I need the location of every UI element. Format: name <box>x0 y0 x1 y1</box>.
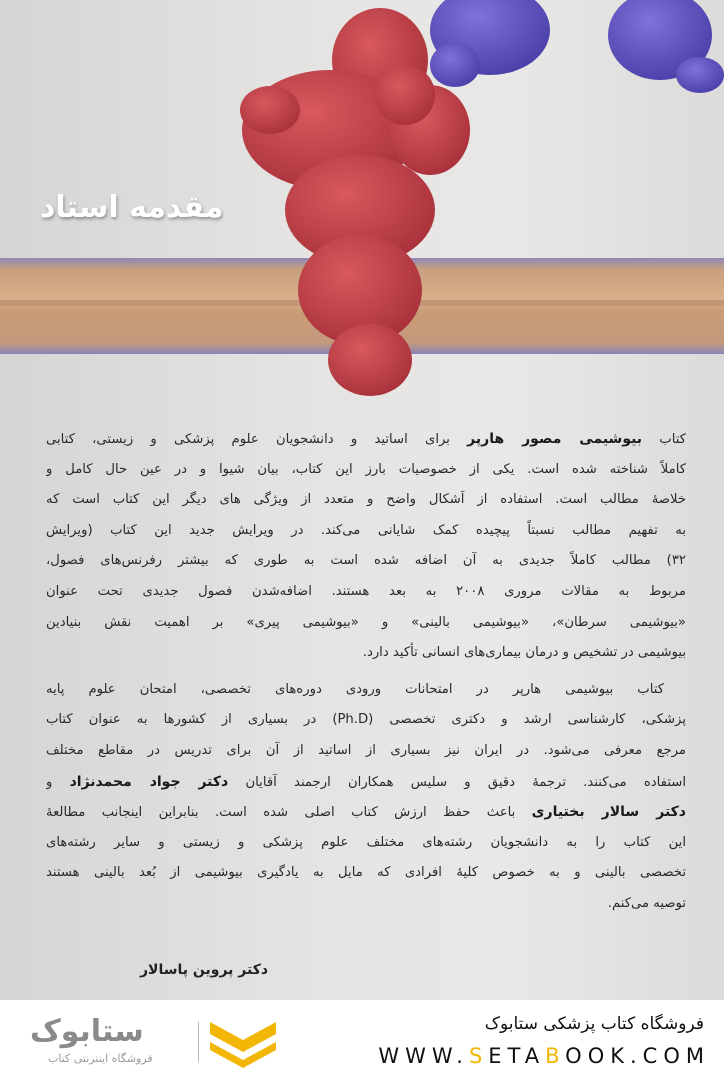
logo-divider <box>198 1022 199 1062</box>
text-segment: کتاب بیوشیمی هارپر در امتحانات ورودی دوره‌های تخصصی، امتحان علوم پایه <box>46 681 664 697</box>
text-segment: به تفهیم مطالب نسبتاً پیچیده کمک شایانی می‌کند. در ویرایش جدید این کتاب (ویرایش <box>46 522 686 538</box>
text-segment: برای اساتید و دانشجویان علوم پزشکی و زیستی، کتابی <box>46 432 468 447</box>
text-segment: «بیوشیمی سرطان»، «بیوشیمی بالینی» و «بیوشیمی پیری» بر اهمیت نقش بنیادین <box>46 614 686 630</box>
text-line <box>46 546 686 577</box>
text-segment: استفاده می‌کنند. ترجمهٔ دقیق و سلیس همکاران ارجمند آقایان <box>228 774 686 790</box>
text-segment: خلاصهٔ مطالب است. استفاده از اَشکال واضح و متعدد از ویژگی های دیگر این کتاب است که <box>46 492 686 508</box>
footer-banner <box>0 1000 724 1080</box>
text-line <box>46 675 686 706</box>
text-segment: پزشکی، کارشناسی ارشد و دکتری تخصصی (Ph.D) در بسیاری از کشورها به عنوان کتاب <box>46 712 686 728</box>
text-line <box>46 424 686 455</box>
text-segment: تخصصی بالینی و به خصوص کلیهٔ افرادی که مایل به یادگیری بیوشیمی از بُعد بالینی هستند <box>46 865 686 881</box>
bold-text: دکتر جواد محمدنژاد <box>69 773 229 790</box>
text-segment: مربوط به مقالات مروری ۲۰۰۸ به بعد هستند. اضافه‌شدن فصول جدیدی تحت عنوان <box>46 583 686 599</box>
text-segment: این کتاب را به دانشجویان رشته‌های مختلف علوم پزشکی و زیستی و سایر رشته‌های <box>46 834 686 850</box>
text-segment: کاملاً شناخته شده است. یکی از خصوصیات بارز این کتاب، بیان شیوا و در عین حال کامل و <box>46 461 686 477</box>
text-line <box>46 705 686 736</box>
store-name: فروشگاه کتاب پزشکی ستابوک <box>484 1014 704 1034</box>
chevron-logo-icon <box>208 1018 278 1068</box>
bold-text: بیوشیمی مصور هارپر <box>467 431 643 447</box>
text-line <box>46 889 686 920</box>
text-segment: ۳۲) مطالب کاملاً جدیدی به آن اضافه شده است به طوری که بیشتر رفرنس‌های فصول، <box>46 553 686 569</box>
text-line <box>46 608 686 639</box>
text-segment: توصیه می‌کنم. <box>607 895 686 911</box>
text-line <box>46 767 686 798</box>
store-logo-text: ستابوک <box>30 1014 144 1049</box>
text-line <box>46 858 686 889</box>
text-line <box>46 516 686 547</box>
body-text <box>46 424 686 920</box>
text-line <box>46 797 686 828</box>
url-segment: WWW. <box>378 1044 469 1068</box>
text-segment: و <box>46 774 70 790</box>
text-line <box>46 638 686 669</box>
text-segment: مرجع معرفی می‌شود. در ایران نیز بسیاری از اساتید از آن برای تدریس در مقاطع مختلف <box>46 742 686 758</box>
text-line <box>46 455 686 486</box>
store-logo-subtitle: فروشگاه اینترنتی کتاب <box>48 1052 153 1065</box>
text-segment: کتاب <box>642 432 686 447</box>
url-segment: S <box>468 1044 489 1068</box>
store-url[interactable] <box>378 1044 710 1068</box>
blue-protein <box>430 0 724 93</box>
url-segment: OOK.COM <box>565 1044 710 1068</box>
page-title: مقدمه استاد <box>40 190 224 225</box>
signature: دکتر پروین پاسالار <box>140 962 269 978</box>
bold-text: دکتر سالار بختیاری <box>531 804 686 821</box>
text-line <box>46 485 686 516</box>
url-segment: B <box>545 1044 566 1068</box>
text-segment: بیوشیمی در تشخیص و درمان بیماری‌های انسانی تأکید دارد. <box>362 645 686 661</box>
text-line <box>46 577 686 608</box>
text-segment: باعث حفظ ارزش کتاب اصلی شده است. بنابراین اینجانب مطالعهٔ <box>46 805 532 821</box>
text-line <box>46 736 686 767</box>
text-line <box>46 828 686 859</box>
url-segment: ETA <box>488 1044 546 1068</box>
